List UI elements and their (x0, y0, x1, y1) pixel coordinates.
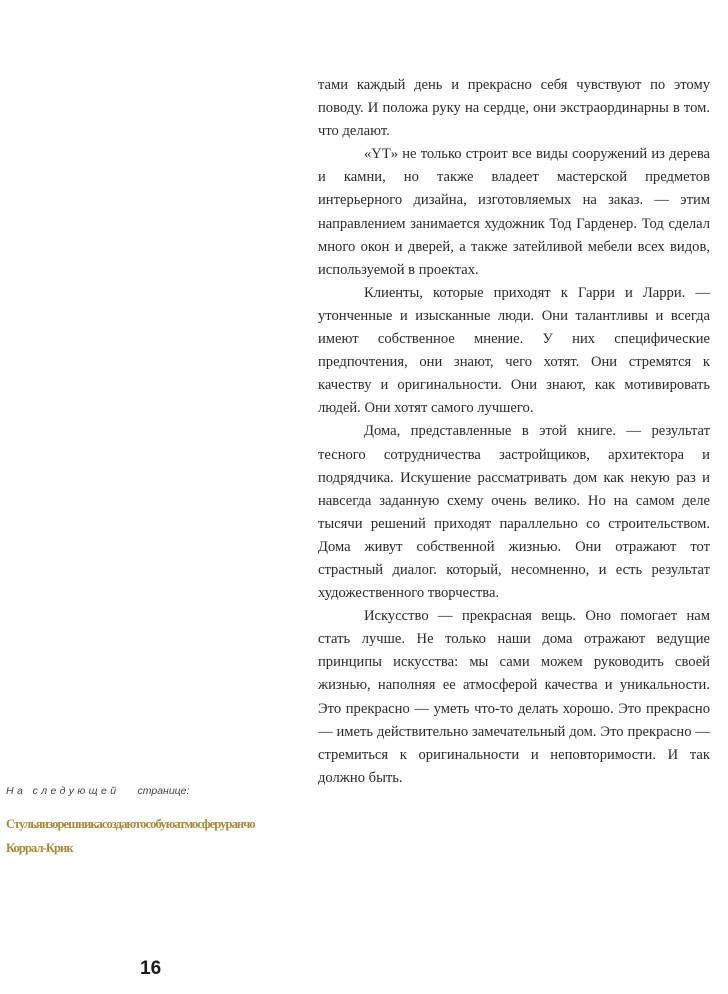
paragraph: тами каждый день и прекрасно себя чувствуют по этому поводу. И положа руку на сердце, они экстраординарны в том. что делают. (318, 77, 710, 140)
paragraph: Искусство — прекрасная вещь. Оно помогает нам стать лучше. Не только наши дома отражают ведущие принципы искусства: мы сами можем руководить своей жизнью, наполняя ее атмосферой качества и уникальности. Это прекрасно — уметь что-то делать хорошо. Это прекрасно — иметь действительно замечательный дом. Это прекрасно — стремиться к оригинальности и неповторимости. И так должно быть. (318, 608, 710, 786)
paragraph: Клиенты, которые приходят к Гарри и Ларри. — утонченные и изысканные люди. Они талантливы и всегда имеют собственное мнение. У них специфические предпочтения, они знают, чего хотят. Они стремятся к качеству и оригинальности. Они знают, как мотивировать людей. Они хотят самого лучшего. (318, 284, 710, 417)
paragraph: Дома, представленные в этой книге. — результат тесного сотрудничества застройщиков, архитектора и подрядчика. Искушение рассматривать дом как некую раз и навсегда заданную схему очень велико. Но на самом деле тысячи решений приходят параллельно со строительством. Дома живут собственной жизнью. Они отражают тот страстный диалог. который, несомненно, и есть результат художественного творчества. (318, 423, 710, 602)
caption-text: Стульяизорешникасоздаютособуюатмосферуранчо Коррал-Крик (6, 817, 255, 855)
paragraph: «YT» не только строит все виды сооружений из дерева и камни, но также владеет мастерской предметов интерьерного дизайна, изготовляемых на заказ. — этим направлением занимается художник Тод Гарденер. Тод сделал много окон и дверей, а также затейливой мебели всех видов, используемой в проектах. (318, 146, 710, 278)
photo-caption (6, 782, 306, 860)
caption-lead-tail: странице: (137, 785, 190, 797)
main-text-column (318, 74, 710, 790)
caption-lead-label: На следующей (6, 785, 120, 797)
page-number: 16 (140, 958, 162, 979)
caption-lead (6, 782, 306, 800)
